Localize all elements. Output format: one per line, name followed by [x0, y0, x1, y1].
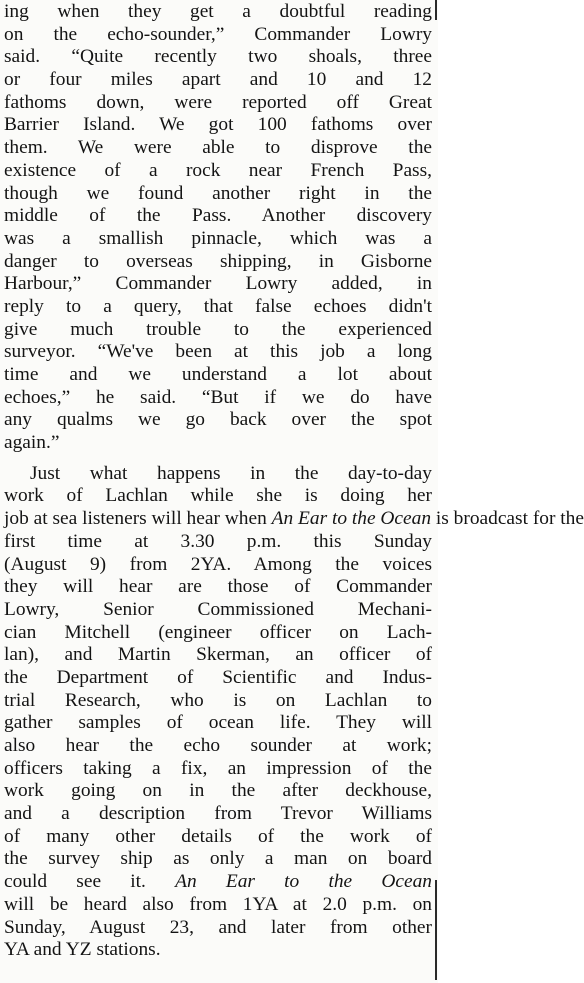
text-line: job at sea listeners will hear when An Ear to the Ocean is broadcast for the	[4, 508, 584, 530]
text-line: YA and YZ stations.	[4, 939, 161, 961]
text-line: work of Lachlan while she is doing her	[4, 485, 432, 507]
text-line: time and we understand a lot about	[4, 364, 432, 385]
text-line: officers taking a fix, an impression of the	[4, 757, 432, 779]
paragraph-gap	[4, 455, 432, 463]
text-line: reply to a query, that false echoes didn't	[4, 295, 432, 317]
text-line: trial Research, who is on Lachlan to	[4, 689, 432, 711]
text-line: or four miles apart and 10 and 12	[4, 69, 432, 91]
text-line: (August 9) from 2YA. Among the voices	[4, 553, 432, 575]
paragraph-2	[4, 462, 584, 962]
text-line: middle of the Pass. Another discovery	[4, 205, 432, 227]
text-line: the Department of Scientific and Indus-	[4, 666, 432, 688]
programme-title: An Ear to the Ocean	[175, 871, 432, 893]
text-line: though we found another right in the	[4, 182, 432, 204]
text-line: danger to overseas shipping, in Gisborne	[4, 250, 432, 272]
column-rule-bottom	[435, 880, 437, 980]
text-line: of many other details of the work of	[4, 825, 432, 847]
text-line: give much trouble to the experienced	[4, 318, 432, 340]
text-line: and a description from Trevor Williams	[4, 803, 432, 825]
text-line: will be heard also from 1YA at 2.0 p.m. on	[4, 893, 432, 915]
paragraph-1	[4, 1, 432, 455]
text-line: any qualms we go back over the spot	[4, 409, 432, 431]
text-line: echoes,” he said. “But if we do have	[4, 386, 432, 408]
text-line: also hear the echo sounder at work;	[4, 735, 432, 756]
programme-title: An	[271, 508, 294, 530]
text-line: work going on in the after deckhouse,	[4, 780, 432, 802]
text-line: Lowry, Senior Commissioned Mechani-	[4, 598, 432, 620]
article-column	[4, 1, 584, 962]
text-line: they will hear are those of Commander	[4, 576, 432, 598]
text-line: was a smallish pinnacle, which was a	[4, 227, 432, 249]
text-line: ing when they get a doubtful reading	[4, 1, 432, 22]
text-line: cian Mitchell (engineer officer on Lach-	[4, 621, 432, 643]
column-rule-top	[435, 0, 437, 20]
text-line: Harbour,” Commander Lowry added, in	[4, 273, 432, 295]
text-line: again.”	[4, 432, 60, 454]
text-line: the survey ship as only a man on board	[4, 848, 432, 870]
text-line: on the echo-sounder,” Commander Lowry	[4, 23, 432, 45]
text-line: existence of a rock near French Pass,	[4, 159, 432, 181]
text-line: them. We were able to disprove the	[4, 137, 432, 159]
text-line: gather samples of ocean life. They will	[4, 712, 432, 734]
text-line: lan), and Martin Skerman, an officer of	[4, 644, 432, 666]
text-line: Just what happens in the day-to-day	[30, 462, 432, 484]
text-line: Sunday, August 23, and later from other	[4, 916, 432, 938]
text-line: surveyor. “We've been at this job a long	[4, 341, 432, 363]
text-line: fathoms down, were reported off Great	[4, 91, 432, 113]
text-line: Barrier Island. We got 100 fathoms over	[4, 114, 432, 136]
text-line: first time at 3.30 p.m. this Sunday	[4, 530, 432, 552]
programme-title: Ear to the Ocean	[298, 508, 432, 530]
text-line: could see it. An Ear to the Ocean	[4, 871, 432, 893]
text-line: said. “Quite recently two shoals, three	[4, 46, 432, 68]
